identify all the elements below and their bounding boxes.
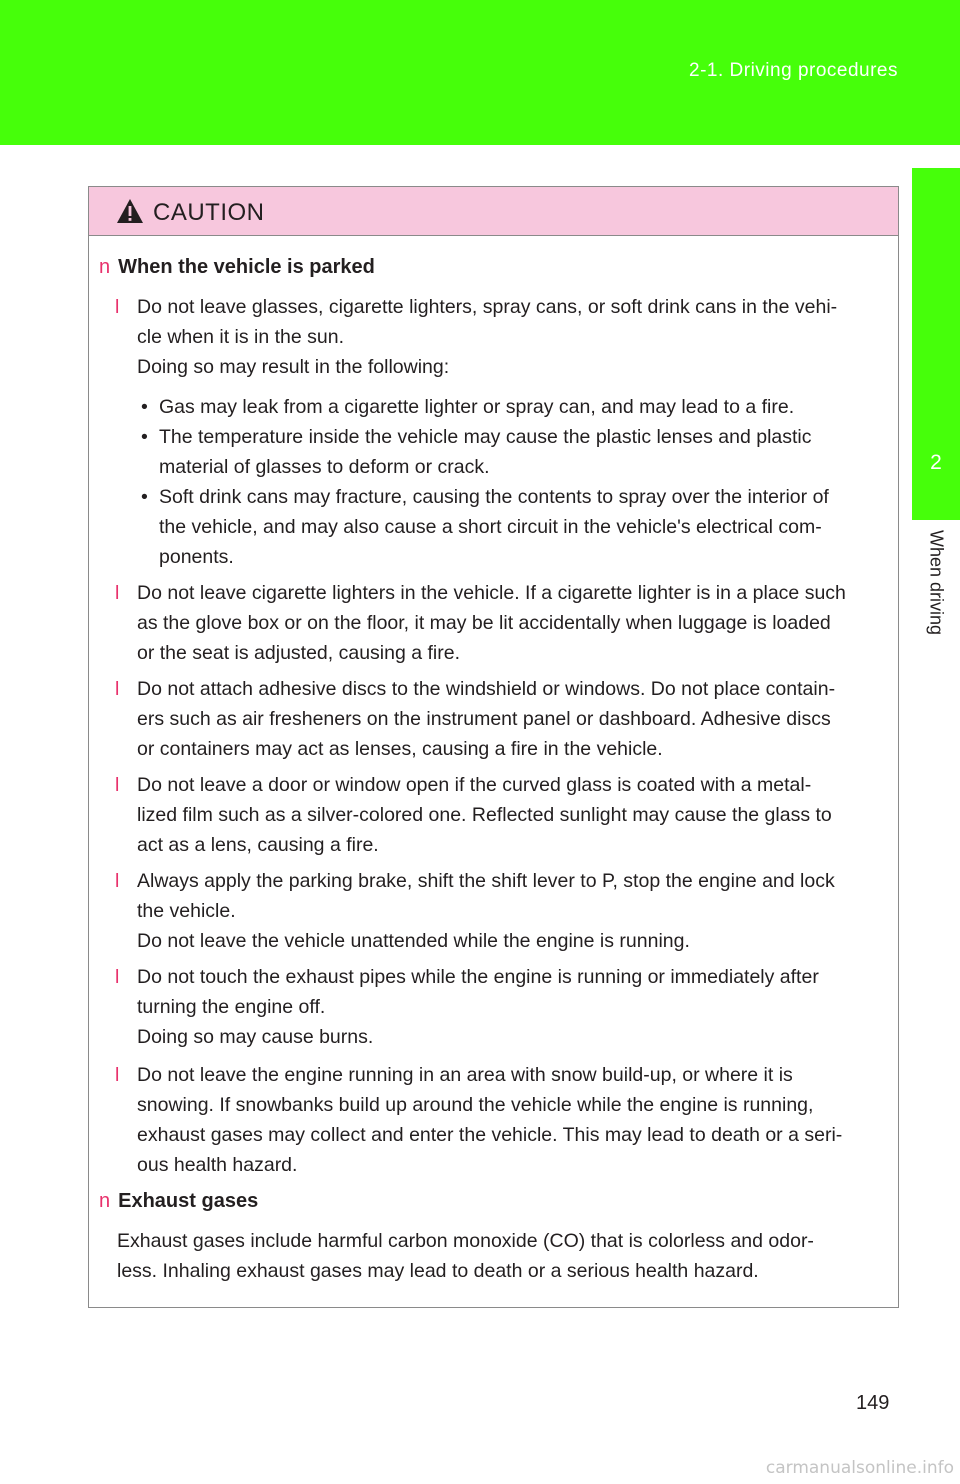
item-line: the vehicle. [137,900,236,922]
section-title: 2-1. Driving procedures [689,60,898,81]
section-heading-parked [99,256,375,279]
item-line: cle when it is in the sun. [137,326,345,348]
item-marker: l [115,870,120,892]
item-line: act as a lens, causing a fire. [137,834,379,856]
item-line: Do not leave the engine running in an area with snow build-up, or where it is [137,1064,793,1086]
item-line: Doing so may result in the following: [137,356,450,378]
caution-title: CAUTION [153,199,265,226]
sub-bullet-marker: • [141,486,148,508]
section-heading-exhaust [99,1190,258,1213]
sub-bullet-line: material of glasses to deform or crack. [159,456,490,478]
sub-bullet-marker: • [141,396,148,418]
sub-bullet-marker: • [141,426,148,448]
item-marker: l [115,966,120,988]
item-marker: l [115,296,120,318]
item-line: snowing. If snowbanks build up around the vehicle while the engine is running, [137,1094,814,1116]
chapter-tab [912,168,960,520]
item-line: ous health hazard. [137,1154,298,1176]
item-line: ers such as air fresheners on the instrument panel or dashboard. Adhesive discs [137,708,831,730]
item-line: as the glove box or on the floor, it may be lit accidentally when luggage is loaded [137,612,831,634]
chapter-number: 2 [930,451,942,474]
caution-box [88,186,899,1308]
section-marker: n [99,256,111,278]
chapter-label-text: When driving [926,530,947,636]
item-line: or the seat is adjusted, causing a fire. [137,642,461,664]
item-line: or containers may act as lenses, causing a fire in the vehicle. [137,738,663,760]
item-line: lized film such as a silver-colored one. Reflected sunlight may cause the glass to [137,804,832,826]
header-band [0,0,960,145]
paragraph-line: less. Inhaling exhaust gases may lead to death or a serious health hazard. [117,1260,759,1282]
item-line: exhaust gases may collect and enter the vehicle. This may lead to death or a seri- [137,1124,843,1146]
caution-header [89,187,898,236]
paragraph-line: Exhaust gases include harmful carbon monoxide (CO) that is colorless and odor- [117,1230,814,1252]
watermark: carmanualsonline.info [765,1458,954,1478]
chapter-label [912,520,960,680]
item-line: Do not leave the vehicle unattended while the engine is running. [137,930,690,952]
item-marker: l [115,774,120,796]
warning-triangle-icon [116,198,144,224]
item-line: Do not leave a door or window open if the curved glass is coated with a metal- [137,774,812,796]
section-heading-text: Exhaust gases [118,1190,259,1212]
item-line: Always apply the parking brake, shift the shift lever to P, stop the engine and lock [137,870,835,892]
item-line: Do not leave glasses, cigarette lighters, spray cans, or soft drink cans in the vehi- [137,296,838,318]
page-number: 149 [856,1392,890,1414]
sub-bullet-line: the vehicle, and may also cause a short circuit in the vehicle's electrical com- [159,516,822,538]
item-marker: l [115,678,120,700]
item-marker: l [115,582,120,604]
item-line: Doing so may cause burns. [137,1026,374,1048]
sub-bullet-line: Soft drink cans may fracture, causing the contents to spray over the interior of [159,486,829,508]
section-marker: n [99,1190,111,1212]
item-line: Do not attach adhesive discs to the windshield or windows. Do not place contain- [137,678,836,700]
item-marker: l [115,1064,120,1086]
section-heading-text: When the vehicle is parked [118,256,375,278]
sub-bullet-line: ponents. [159,546,234,568]
item-line: Do not touch the exhaust pipes while the engine is running or immediately after [137,966,819,988]
item-line: Do not leave cigarette lighters in the vehicle. If a cigarette lighter is in a place such [137,582,846,604]
item-line: turning the engine off. [137,996,326,1018]
sub-bullet-line: The temperature inside the vehicle may cause the plastic lenses and plastic [159,426,812,448]
sub-bullet-line: Gas may leak from a cigarette lighter or spray can, and may lead to a fire. [159,396,795,418]
